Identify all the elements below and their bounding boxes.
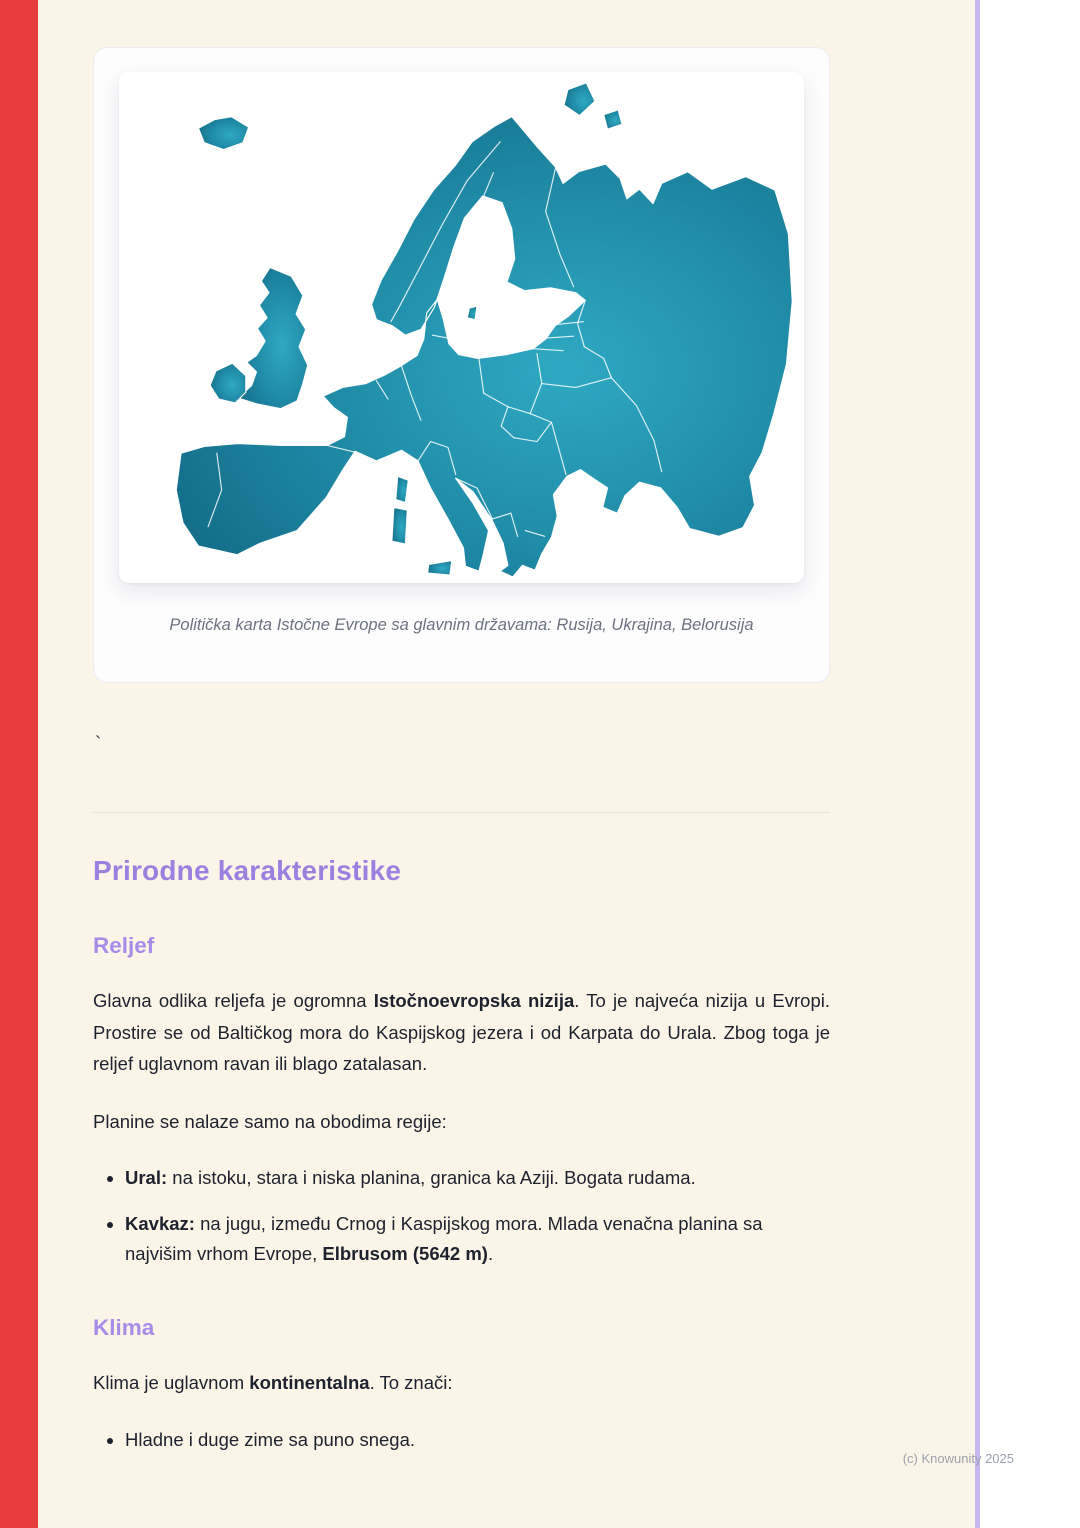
bullet-kavkaz-tail: . — [487, 1243, 494, 1265]
map-panel — [119, 72, 804, 583]
ireland-island — [210, 363, 246, 403]
stray-backtick-char: ` — [95, 734, 102, 756]
section-title-prirodne-karakteristike: Prirodne karakteristike — [93, 855, 402, 887]
corsica-island — [396, 476, 409, 502]
page-content — [38, 0, 975, 1528]
bullet-kavkaz-bold: Kavkaz: — [125, 1213, 195, 1235]
subsection-title-klima: Klima — [93, 1315, 155, 1341]
right-gutter — [980, 0, 1080, 1528]
section-divider — [93, 812, 830, 813]
gotland-island — [467, 306, 477, 320]
paragraph-klima-1-bold: kontinentalna — [249, 1372, 370, 1394]
bullet-kavkaz — [125, 1209, 830, 1269]
bullet-list-reljef — [93, 1163, 830, 1269]
europe-map — [123, 76, 800, 579]
paragraph-reljef-1-bold: Istočnoevropska nizija — [373, 990, 575, 1012]
arctic-island — [564, 83, 595, 116]
bullet-ural-bold: Ural: — [125, 1167, 168, 1189]
bullet-zime — [125, 1425, 830, 1455]
sardinia-island — [392, 507, 407, 544]
map-card — [93, 47, 830, 683]
paragraph-klima-1-text-c: . To znači: — [369, 1372, 453, 1394]
bullet-kavkaz-text: na jugu, između Crnog i Kaspijskog mora. Mlada venačna planina sa najvišim vrhom Evrope, — [125, 1213, 763, 1265]
paragraph-klima-1-text-a: Klima je uglavnom — [93, 1372, 250, 1394]
left-accent-stripe — [0, 0, 38, 1528]
paragraph-reljef-1-text-c: . To je najveća nizija u Evropi. Prostire se od Baltičkog mora do Kaspijskog jezera i od Karpata do Urala. Zbog toga je reljef uglavnom ravan ili blago zatalasan. — [93, 990, 830, 1075]
great-britain-island — [238, 267, 308, 408]
iceland-island — [198, 117, 248, 150]
footer-copyright: (c) Knowunity 2025 — [902, 1451, 1014, 1466]
bullet-list-klima — [93, 1425, 830, 1455]
arctic-island-small — [604, 110, 622, 129]
paragraph-reljef-1-text-a: Glavna odlika reljefa je ogromna — [93, 990, 374, 1012]
bullet-ural-text: na istoku, stara i niska planina, granica ka Aziji. Bogata rudama. — [167, 1167, 696, 1189]
paragraph-klima-1 — [93, 1367, 830, 1398]
sicily-island — [428, 561, 452, 576]
subsection-title-reljef: Reljef — [93, 933, 155, 959]
paragraph-reljef-1 — [93, 985, 830, 1079]
bullet-zime-text: Hladne i duge zime sa puno snega. — [125, 1428, 416, 1450]
bullet-ural — [125, 1163, 830, 1193]
map-caption: Politička karta Istočne Evrope sa glavnim državama: Rusija, Ukrajina, Belorusija — [169, 615, 754, 634]
paragraph-reljef-2: Planine se nalaze samo na obodima regije: — [93, 1110, 447, 1132]
bullet-kavkaz-bold-elbrus: Elbrusom (5642 m) — [322, 1243, 488, 1265]
